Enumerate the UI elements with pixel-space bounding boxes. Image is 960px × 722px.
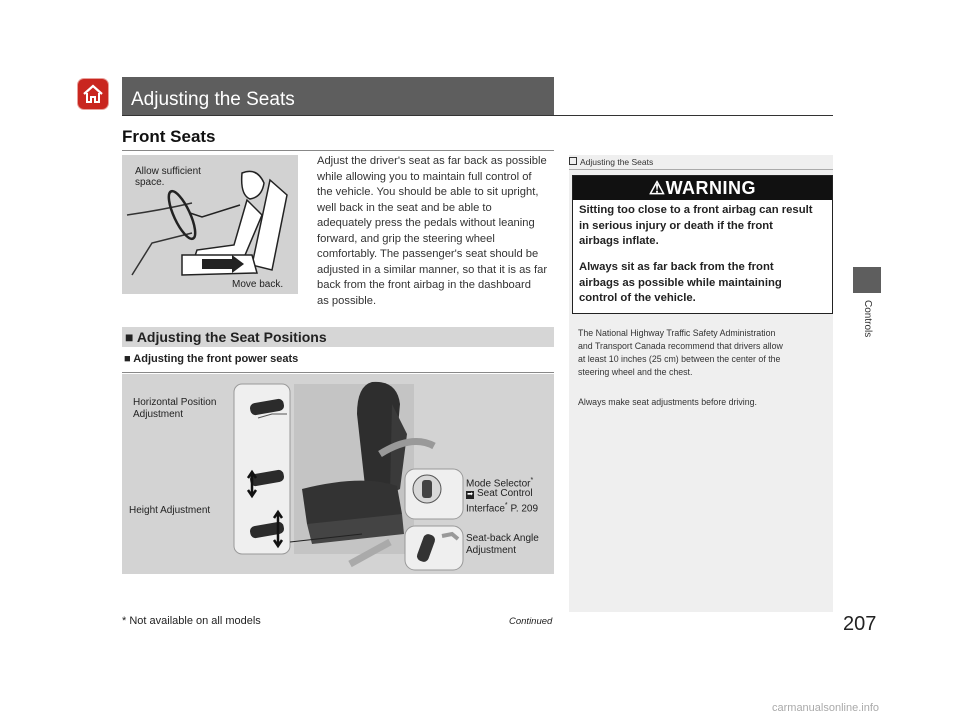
page-title: Adjusting the Seats — [122, 77, 554, 115]
intro-line: while allowing you to maintain full control of — [317, 170, 532, 183]
sidebar-heading — [569, 155, 833, 170]
warning-line: in serious injury or death if the front — [579, 219, 773, 232]
warning-line: Always sit as far back from the front — [579, 261, 774, 273]
fig1-label-space-line2: space. — [135, 177, 165, 188]
label-height-adjustment: Height Adjustment — [129, 505, 211, 516]
interface-text: Interface — [466, 503, 505, 515]
note-line: at least 10 inches (25 cm) between the center of the — [578, 354, 781, 364]
driver-posture-illustration — [122, 155, 298, 294]
intro-line: forward, and grip the steering wheel — [317, 232, 495, 245]
warning-line: Sitting too close to a front airbag can result — [579, 204, 813, 216]
subsection-subtitle: ■ Adjusting the front power seats — [124, 353, 299, 365]
mode-selector-asterisk: * — [530, 477, 534, 484]
seat-control-text: Seat Control — [477, 488, 533, 499]
warning-label: WARNING — [665, 178, 757, 198]
note-line: steering wheel and the chest. — [578, 367, 693, 377]
arrow-ref-icon: ➡ — [467, 491, 473, 498]
warning-line: airbags as possible while maintaining — [579, 276, 782, 289]
intro-line: adequately press the pedals without leaning — [317, 217, 535, 229]
intro-line: as possible. — [317, 294, 377, 307]
section-divider — [122, 150, 554, 151]
watermark: carmanualsonline.info — [772, 702, 880, 714]
home-button[interactable] — [78, 79, 108, 109]
chapter-tab-label[interactable]: Controls — [862, 300, 873, 338]
subsection-title: ■ Adjusting the Seat Positions — [125, 329, 327, 345]
fig1-label-move-back: Move back. — [232, 279, 284, 290]
intro-line: Adjust the driver's seat as far back as possible — [317, 155, 547, 167]
section-heading: Front Seats — [122, 127, 216, 146]
warning-line: airbags inflate. — [579, 235, 659, 247]
title-divider — [122, 115, 833, 116]
sidebar-note-2: Always make seat adjustments before driving. — [578, 397, 757, 407]
label-seatback-line1: Seat-back Angle — [466, 533, 539, 544]
intro-line: well back in the seat and be able to — [317, 201, 492, 214]
figure2-divider — [122, 372, 554, 373]
footnote: * Not available on all models — [122, 615, 261, 627]
note-line: and Transport Canada recommend that drivers allow — [578, 341, 783, 351]
intro-line: back from the front airbag in the dashboard — [317, 279, 531, 291]
label-horizontal-line1: Horizontal Position — [133, 397, 217, 408]
fig1-label-space-line1: Allow sufficient — [135, 166, 201, 177]
chapter-tab-marker — [853, 267, 881, 293]
page-number: 207 — [843, 613, 877, 635]
sidebar-heading-text: Adjusting the Seats — [580, 157, 654, 167]
note-icon — [569, 157, 577, 165]
mode-selector-text: Mode Selector — [466, 478, 531, 490]
page-reference[interactable]: P. 209 — [510, 503, 539, 515]
seat-control-link[interactable] — [466, 488, 533, 499]
continued-label: Continued — [509, 616, 553, 627]
intro-line: adjusted in a similar manner, so that it is as far — [317, 263, 548, 276]
note-line: The National Highway Traffic Safety Administration — [578, 328, 776, 338]
warning-header — [573, 176, 832, 200]
power-seat-illustration — [122, 374, 554, 574]
interface-asterisk: * — [504, 502, 508, 509]
warning-triangle-icon: ⚠ — [648, 178, 666, 198]
warning-paragraph-2 — [579, 260, 824, 307]
warning-line: control of the vehicle. — [579, 292, 696, 304]
home-icon — [82, 84, 104, 104]
sidebar-note-1 — [578, 327, 833, 379]
label-horizontal-line2: Adjustment — [133, 409, 184, 420]
label-seatback-line2: Adjustment — [466, 545, 517, 556]
intro-paragraph — [317, 154, 555, 309]
warning-paragraph-1 — [579, 203, 824, 250]
label-seat-control-line2 — [466, 500, 538, 514]
intro-line: the vehicle. You should be able to sit upright, — [317, 186, 539, 198]
intro-line: comfortably. The passenger's seat should be — [317, 248, 539, 260]
